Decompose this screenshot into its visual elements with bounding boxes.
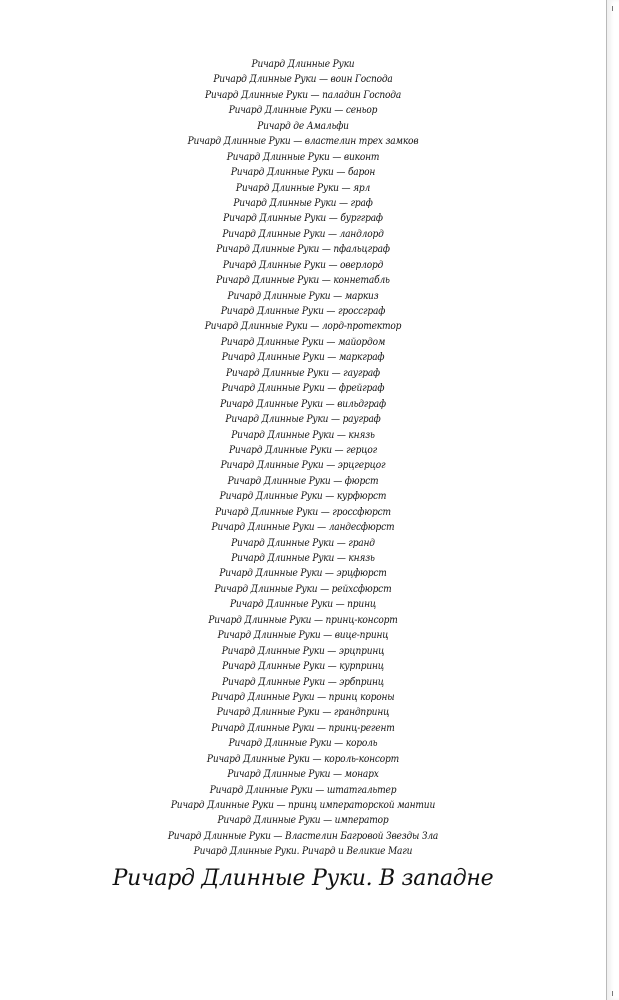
page-edge-mark [612, 991, 613, 996]
series-title-item: Ричард Длинные Руки — ландлорд [222, 227, 384, 240]
series-title-item: Ричард Длинные Руки. Ричард и Великие Маги [193, 845, 413, 858]
series-title-item: Ричард Длинные Руки — курпринц [222, 660, 384, 673]
series-title-item: Ричард Длинные Руки — маркграф [221, 351, 385, 364]
series-title-item: Ричард де Амальфи [257, 119, 349, 132]
series-title-item: Ричард Длинные Руки — фюрст [227, 474, 379, 487]
series-title-item: Ричард Длинные Руки — ландесфюрст [211, 521, 395, 534]
series-title-item: Ричард Длинные Руки — вильдграф [220, 397, 386, 410]
series-title-item: Ричард Длинные Руки — лорд-протектор [204, 320, 402, 333]
series-title-item: Ричард Длинные Руки — эрцфюрст [219, 567, 387, 580]
series-title-item: Ричард Длинные Руки — пфальцграф [216, 243, 390, 256]
series-title-item: Ричард Длинные Руки — принц-регент [211, 721, 395, 734]
series-title-item: Ричард Длинные Руки — фрейграф [221, 382, 385, 395]
series-title-item: Ричард Длинные Руки — виконт [226, 150, 380, 163]
series-title-item: Ричард Длинные Руки — монарх [227, 768, 379, 781]
series-title-item: Ричард Длинные Руки — бургграф [223, 212, 383, 225]
series-title-item: Ричард Длинные Руки — курфюрст [219, 490, 387, 503]
series-title-item: Ричард Длинные Руки — князь [231, 552, 375, 564]
series-title-item: Ричард Длинные Руки — князь [231, 428, 375, 441]
book-title: Ричард Длинные Руки. В западне [112, 866, 494, 891]
series-title-item: Ричард Длинные Руки — майордом [220, 335, 386, 348]
series-title-item: Ричард Длинные Руки — Властелин Багровой Звезды Зла [167, 829, 439, 842]
series-title-item: Ричард Длинные Руки — властелин трех замков [187, 135, 419, 148]
series-title-item: Ричард Длинные Руки — король-консорт [206, 752, 400, 765]
series-title-item: Ричард Длинные Руки — граф [233, 196, 373, 209]
series-title-item: Ричард Длинные Руки — штатгальтер [209, 783, 397, 796]
series-title-item: Ричард Длинные Руки — герцог [228, 443, 378, 456]
page-edge [606, 0, 619, 1000]
series-title-item: Ричард Длинные Руки — паладин Господа [204, 88, 402, 101]
series-title-item: Ричард Длинные Руки — принц императорской мантии [170, 799, 436, 811]
series-title-item: Ричард Длинные Руки — барон [230, 166, 376, 179]
series-title-item: Ричард Длинные Руки — принц-консорт [208, 613, 398, 626]
page-edge-mark [612, 6, 613, 11]
series-title-item: Ричард Длинные Руки — воин Господа [213, 73, 393, 86]
series-title-item: Ричард Длинные Руки — король [228, 737, 378, 750]
series-title-item: Ричард Длинные Руки — эрцпринц [221, 644, 385, 657]
series-title-item: Ричард Длинные Руки — оверлорд [222, 258, 384, 271]
series-title-item: Ричард Длинные Руки — рауграф [225, 413, 381, 426]
series-title-item: Ричард Длинные Руки — эрцгерцог [220, 459, 386, 472]
series-title-item: Ричард Длинные Руки — гауграф [226, 366, 380, 379]
series-title-list [0, 57, 606, 860]
series-title-item: Ричард Длинные Руки — маркиз [227, 289, 379, 302]
series-title-item: Ричард Длинные Руки — принц [230, 598, 376, 611]
series-title-item: Ричард Длинные Руки — ярл [235, 181, 371, 194]
series-title-item: Ричард Длинные Руки [251, 58, 355, 70]
series-title-item: Ричард Длинные Руки — принц короны [211, 690, 395, 703]
series-title-item: Ричард Длинные Руки — грандпринц [216, 706, 390, 719]
series-title-item: Ричард Длинные Руки — эрбпринц [222, 675, 384, 688]
series-title-item: Ричард Длинные Руки — рейхсфюрст [214, 582, 392, 595]
series-title-item: Ричард Длинные Руки — гранд [231, 536, 375, 549]
series-title-item: Ричард Длинные Руки — гроссграф [220, 305, 386, 317]
series-title-item: Ричард Длинные Руки — император [217, 814, 389, 827]
series-title-item: Ричард Длинные Руки — сеньор [228, 104, 378, 117]
series-title-item: Ричард Длинные Руки — коннетабль [216, 274, 390, 287]
series-title-item: Ричард Длинные Руки — гроссфюрст [215, 505, 391, 518]
series-title-item: Ричард Длинные Руки — вице-принц [217, 629, 389, 642]
